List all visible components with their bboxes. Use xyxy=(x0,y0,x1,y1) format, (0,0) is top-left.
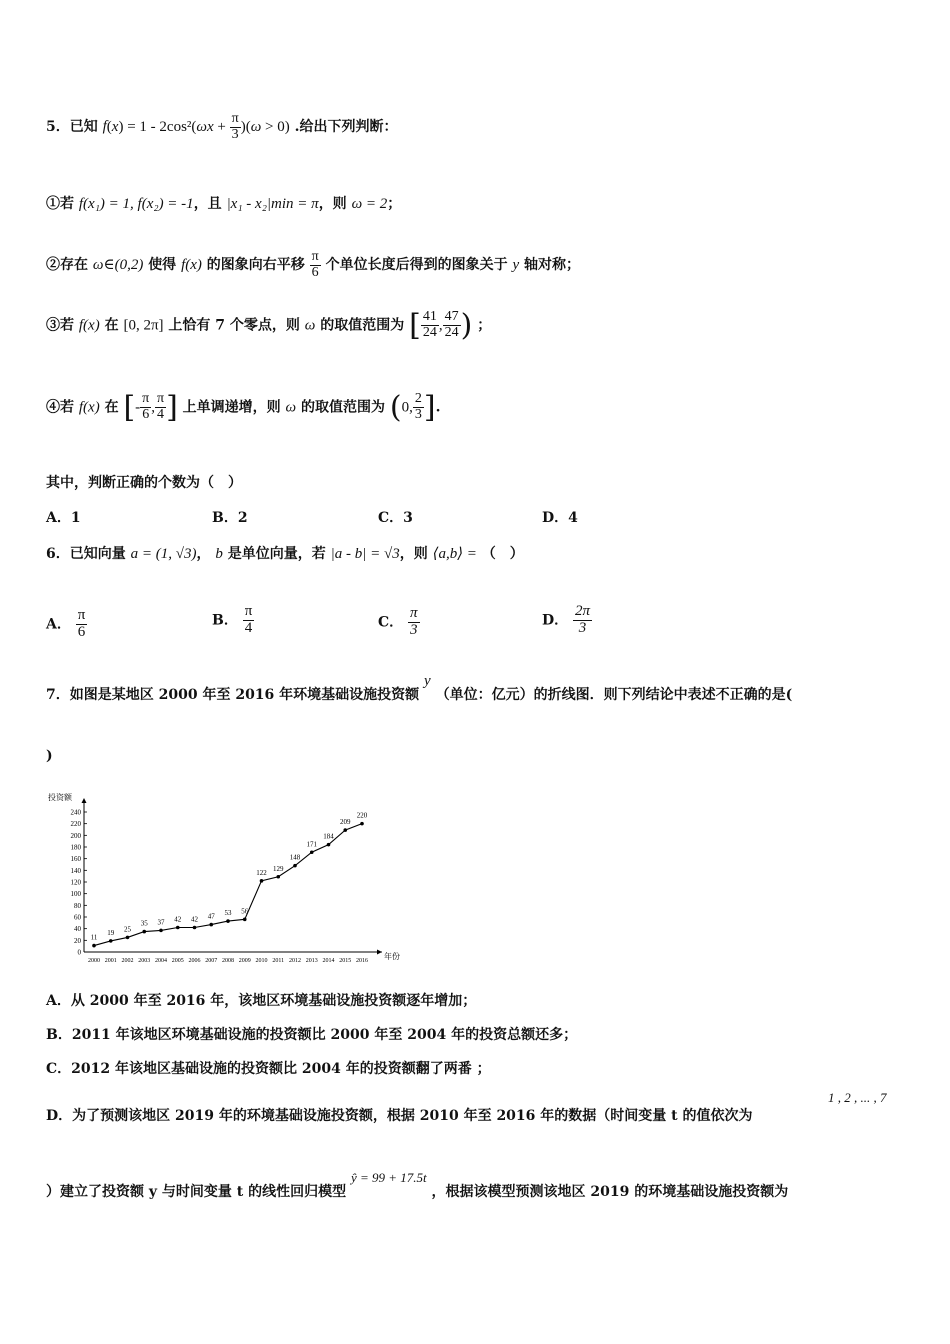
vector-a: a = (1, √3) xyxy=(130,546,197,562)
s1-condition: f(x₁) = 1, f(x₂) = -1 xyxy=(78,196,194,212)
q6-option-c[interactable]: C． $\frac{\pi}{3}$ xyxy=(378,605,418,638)
data-point xyxy=(260,879,264,883)
q5-formula: f xyxy=(102,118,107,135)
s1-condition-2: |x₁ - x₂|min = π xyxy=(226,196,319,212)
q7-stem: 7．如图是某地区 2000 年至 2016 年环境基础设施投资额 y （单位：亿元）的折线图．则下列结论中表述不正确的是( xyxy=(46,673,793,703)
x-tick-label: 2012 xyxy=(289,958,301,964)
y-tick-label: 140 xyxy=(70,866,81,875)
data-point xyxy=(193,926,197,930)
y-tick-label: 120 xyxy=(70,878,81,887)
data-label: 148 xyxy=(289,853,301,862)
x-tick-label: 2000 xyxy=(88,958,100,964)
y-tick-label: 220 xyxy=(70,820,81,829)
x-axis-label: 年份 xyxy=(384,952,400,961)
q7-stem-close: ) xyxy=(46,748,53,764)
q5-statement-1: ①若 f(x₁) = 1, f(x₂) = -1，且 |x₁ - x₂|min = π，则 ω = 2； xyxy=(46,196,402,212)
x-tick-label: 2002 xyxy=(121,958,134,964)
x-tick-label: 2011 xyxy=(272,958,285,964)
data-label: 42 xyxy=(174,915,182,924)
y-tick-label: 0 xyxy=(77,948,81,957)
data-point xyxy=(176,926,180,930)
y-tick-label: 200 xyxy=(70,831,81,840)
x-tick-label: 2013 xyxy=(305,958,318,964)
frac-47-24: $\frac{47}{24}$ xyxy=(444,309,459,340)
q5-statement-3: ③若 f(x) 在 [0, 2π] 上恰有 7 个零点，则 ω 的取值范围为 [ $\frac{41}{24}$ , $\frac{47}{24}$ ) ； xyxy=(46,308,492,343)
q7-option-d-line2: ）建立了投资额 y 与时间变量 t 的线性回归模型 ŷ = 99 + 17.5t ，根据该模型预测该地区 2019 的环境基础设施投资额为 xyxy=(46,1170,789,1200)
x-tick-label: 2014 xyxy=(322,958,335,964)
data-label: 11 xyxy=(90,933,98,942)
time-sequence: 1 , 2 , ... , 7 xyxy=(828,1090,887,1105)
data-point xyxy=(142,930,146,934)
q5-statement-2: ②存在 ω∈(0,2) 使得 f(x) 的图象向右平移 $\frac{\pi}{6}$ 个单位长度后得到的图象关于 y 轴对称； xyxy=(46,249,581,280)
y-axis-label: 投资额 xyxy=(48,793,72,802)
data-point xyxy=(109,939,113,943)
pi-over-6: $\frac{\pi}{6}$ xyxy=(311,249,319,280)
y-tick-label: 180 xyxy=(70,843,81,852)
x-tick-label: 2001 xyxy=(104,958,117,964)
series-line xyxy=(94,824,362,946)
frac-41-24: $\frac{41}{24}$ xyxy=(422,309,437,340)
y-tick-label: 60 xyxy=(74,913,81,922)
s1-result: ω = 2 xyxy=(351,196,388,212)
q6-option-a[interactable]: A． $\frac{\pi}{6}$ xyxy=(46,607,86,640)
pi-over-3: $\frac{\pi}{3}$ xyxy=(231,111,239,142)
data-label: 35 xyxy=(140,919,148,928)
investment-line-chart xyxy=(40,788,410,968)
q6-option-b[interactable]: B． $\frac{\pi}{4}$ xyxy=(212,603,253,636)
data-point xyxy=(226,919,230,923)
x-tick-label: 2008 xyxy=(222,958,234,964)
data-label: 171 xyxy=(306,840,317,849)
data-label: 47 xyxy=(207,912,215,921)
data-label: 19 xyxy=(107,928,115,937)
data-label: 37 xyxy=(157,918,165,927)
data-point xyxy=(126,936,130,940)
y-tick-label: 80 xyxy=(74,901,81,910)
q5-option-b[interactable]: B．2 xyxy=(212,510,248,526)
data-point xyxy=(159,929,163,933)
data-point xyxy=(209,923,213,927)
y-tick-label: 20 xyxy=(74,936,81,945)
y-tick-label: 240 xyxy=(70,808,81,817)
data-label: 56 xyxy=(241,907,249,916)
data-point xyxy=(276,875,280,879)
x-tick-label: 2016 xyxy=(356,958,368,964)
q5-tail: .给出下列判断： xyxy=(294,119,398,136)
q6-option-d[interactable]: D． $\frac{2\pi}{3}$ xyxy=(542,603,591,636)
q5-stem: 5．已知 f(x) = 1 - 2cos²(ωx + $\frac{\pi}{3}$ )(ω > 0) .给出下列判断： xyxy=(46,111,398,142)
q7-option-a[interactable]: A．从 2000 年至 2016 年，该地区环境基础设施投资额逐年增加； xyxy=(46,993,477,1009)
data-label: 53 xyxy=(224,909,232,918)
data-point xyxy=(360,822,364,826)
data-label: 184 xyxy=(323,832,334,841)
data-label: 25 xyxy=(124,925,131,934)
q7-option-b[interactable]: B．2011 年该地区环境基础设施的投资额比 2000 年至 2004 年的投资总额还多； xyxy=(46,1027,578,1043)
q7-option-c[interactable]: C．2012 年该地区基础设施的投资额比 2004 年的投资额翻了两番 ； xyxy=(46,1061,491,1077)
x-tick-label: 2007 xyxy=(205,958,218,964)
y-axis-arrow xyxy=(82,798,87,803)
q5-option-a[interactable]: A．1 xyxy=(46,510,81,526)
data-point xyxy=(92,944,96,948)
data-point xyxy=(310,850,314,854)
x-tick-label: 2006 xyxy=(188,958,201,964)
data-label: 220 xyxy=(356,811,368,820)
x-tick-label: 2003 xyxy=(138,958,151,964)
x-tick-label: 2010 xyxy=(255,958,268,964)
y-tick-label: 160 xyxy=(70,855,81,864)
q5-number: 5．已知 xyxy=(46,119,98,136)
regression-model: ŷ = 99 + 17.5t xyxy=(350,1170,427,1185)
x-tick-label: 2009 xyxy=(238,958,251,964)
data-label: 209 xyxy=(340,818,351,827)
y-tick-label: 40 xyxy=(74,925,81,934)
q5-statement-4: ④若 f(x) 在 [- $\frac{\pi}{6}$ , $\frac{\pi}{4}$ ] 上单调递增，则 ω 的取值范围为 (0, $\frac{2}{3}$ ]. xyxy=(46,390,441,425)
data-label: 42 xyxy=(191,915,198,924)
data-label: 129 xyxy=(273,864,284,873)
data-point xyxy=(327,843,331,847)
x-tick-label: 2005 xyxy=(171,958,184,964)
data-point xyxy=(243,918,247,922)
x-axis-arrow xyxy=(377,950,382,955)
y-tick-label: 100 xyxy=(70,890,81,899)
q5-option-d[interactable]: D．4 xyxy=(542,510,578,526)
x-tick-label: 2004 xyxy=(155,958,167,964)
x-tick-label: 2015 xyxy=(339,958,352,964)
data-label: 122 xyxy=(256,868,267,877)
q7-option-d[interactable]: D．为了预测该地区 2019 年的环境基础设施投资额，根据 2010 年至 2016 年的数据（时间变量 t 的值依次为 xyxy=(46,1108,753,1124)
q5-question: 其中，判断正确的个数为（ ） xyxy=(46,475,242,491)
q6-stem: 6．已知向量 a = (1, √3)， b 是单位向量，若 |a - b| = √3，则 ⟨a,b⟩ = （ ） xyxy=(46,546,524,562)
data-point xyxy=(343,828,347,832)
data-point xyxy=(293,864,297,868)
q5-option-c[interactable]: C．3 xyxy=(378,510,413,526)
